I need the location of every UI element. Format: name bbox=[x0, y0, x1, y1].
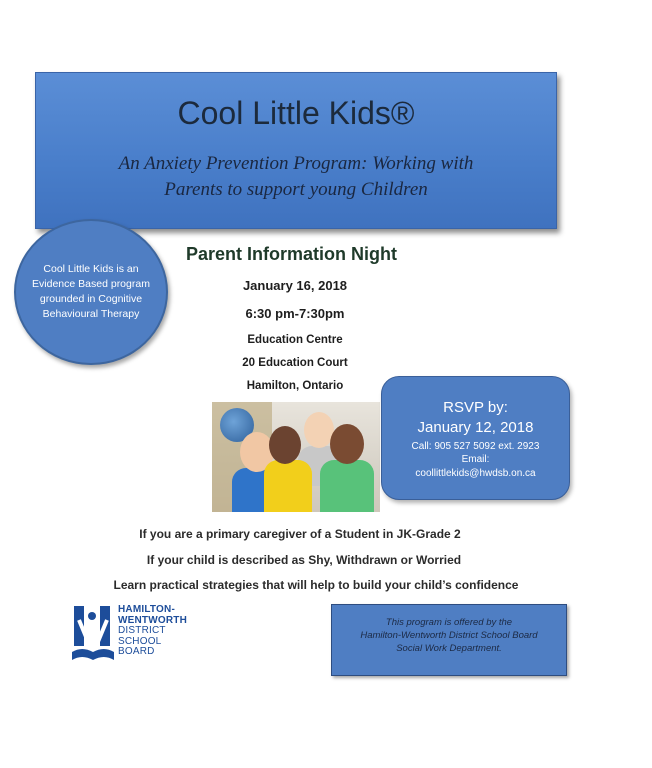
footer-line1: This program is offered by the bbox=[385, 617, 513, 628]
program-title: Cool Little Kids® bbox=[177, 95, 415, 131]
program-subtitle-line1: An Anxiety Prevention Program: Working with bbox=[118, 153, 474, 174]
program-subtitle bbox=[36, 151, 556, 203]
eligibility-line: If you are a primary caregiver of a Student in JK-Grade 2 bbox=[139, 527, 461, 541]
children-photo bbox=[212, 402, 380, 512]
footer-line2: Hamilton-Wentworth District School Board bbox=[360, 630, 538, 641]
hwdsb-logo-text bbox=[118, 605, 187, 658]
event-street: 20 Education Court bbox=[242, 357, 348, 369]
evidence-circle bbox=[14, 219, 168, 365]
event-date: January 16, 2018 bbox=[242, 278, 348, 293]
child-head bbox=[269, 426, 301, 464]
benefit-line: Learn practical strategies that will help to build your child’s confidence bbox=[113, 578, 519, 592]
child-body bbox=[264, 460, 312, 512]
event-city: Hamilton, Ontario bbox=[246, 380, 344, 392]
header-banner bbox=[35, 72, 557, 229]
child-body bbox=[320, 460, 374, 512]
logo-line2: WENTWORTH bbox=[118, 614, 188, 626]
logo-line3: DISTRICT bbox=[118, 625, 166, 636]
event-heading: Parent Information Night bbox=[186, 244, 397, 264]
hwdsb-logo-icon bbox=[70, 604, 116, 668]
logo-line5: BOARD bbox=[118, 646, 155, 657]
rsvp-email-label: Email: bbox=[461, 454, 490, 465]
rsvp-label: RSVP by: bbox=[443, 399, 508, 416]
rsvp-date: January 12, 2018 bbox=[417, 419, 534, 436]
event-venue: Education Centre bbox=[247, 334, 343, 346]
event-time: 6:30 pm-7:30pm bbox=[245, 306, 345, 321]
child-head bbox=[330, 424, 364, 464]
eligibility-line: If your child is described as Shy, Withdrawn or Worried bbox=[146, 553, 462, 567]
logo-line1: HAMILTON- bbox=[118, 604, 175, 615]
footer-line3: Social Work Department. bbox=[396, 643, 502, 654]
rsvp-email[interactable]: coollittlekids@hwdsb.on.ca bbox=[415, 468, 536, 479]
rsvp-phone: Call: 905 527 5092 ext. 2923 bbox=[411, 441, 540, 452]
rsvp-box bbox=[381, 376, 570, 500]
logo-line4: SCHOOL bbox=[118, 635, 162, 647]
evidence-circle-text: Cool Little Kids is an Evidence Based program grounded in Cognitive Behavioural Therapy bbox=[32, 263, 150, 320]
program-subtitle-line2: Parents to support young Children bbox=[164, 179, 428, 200]
program-offered-box bbox=[331, 604, 567, 676]
